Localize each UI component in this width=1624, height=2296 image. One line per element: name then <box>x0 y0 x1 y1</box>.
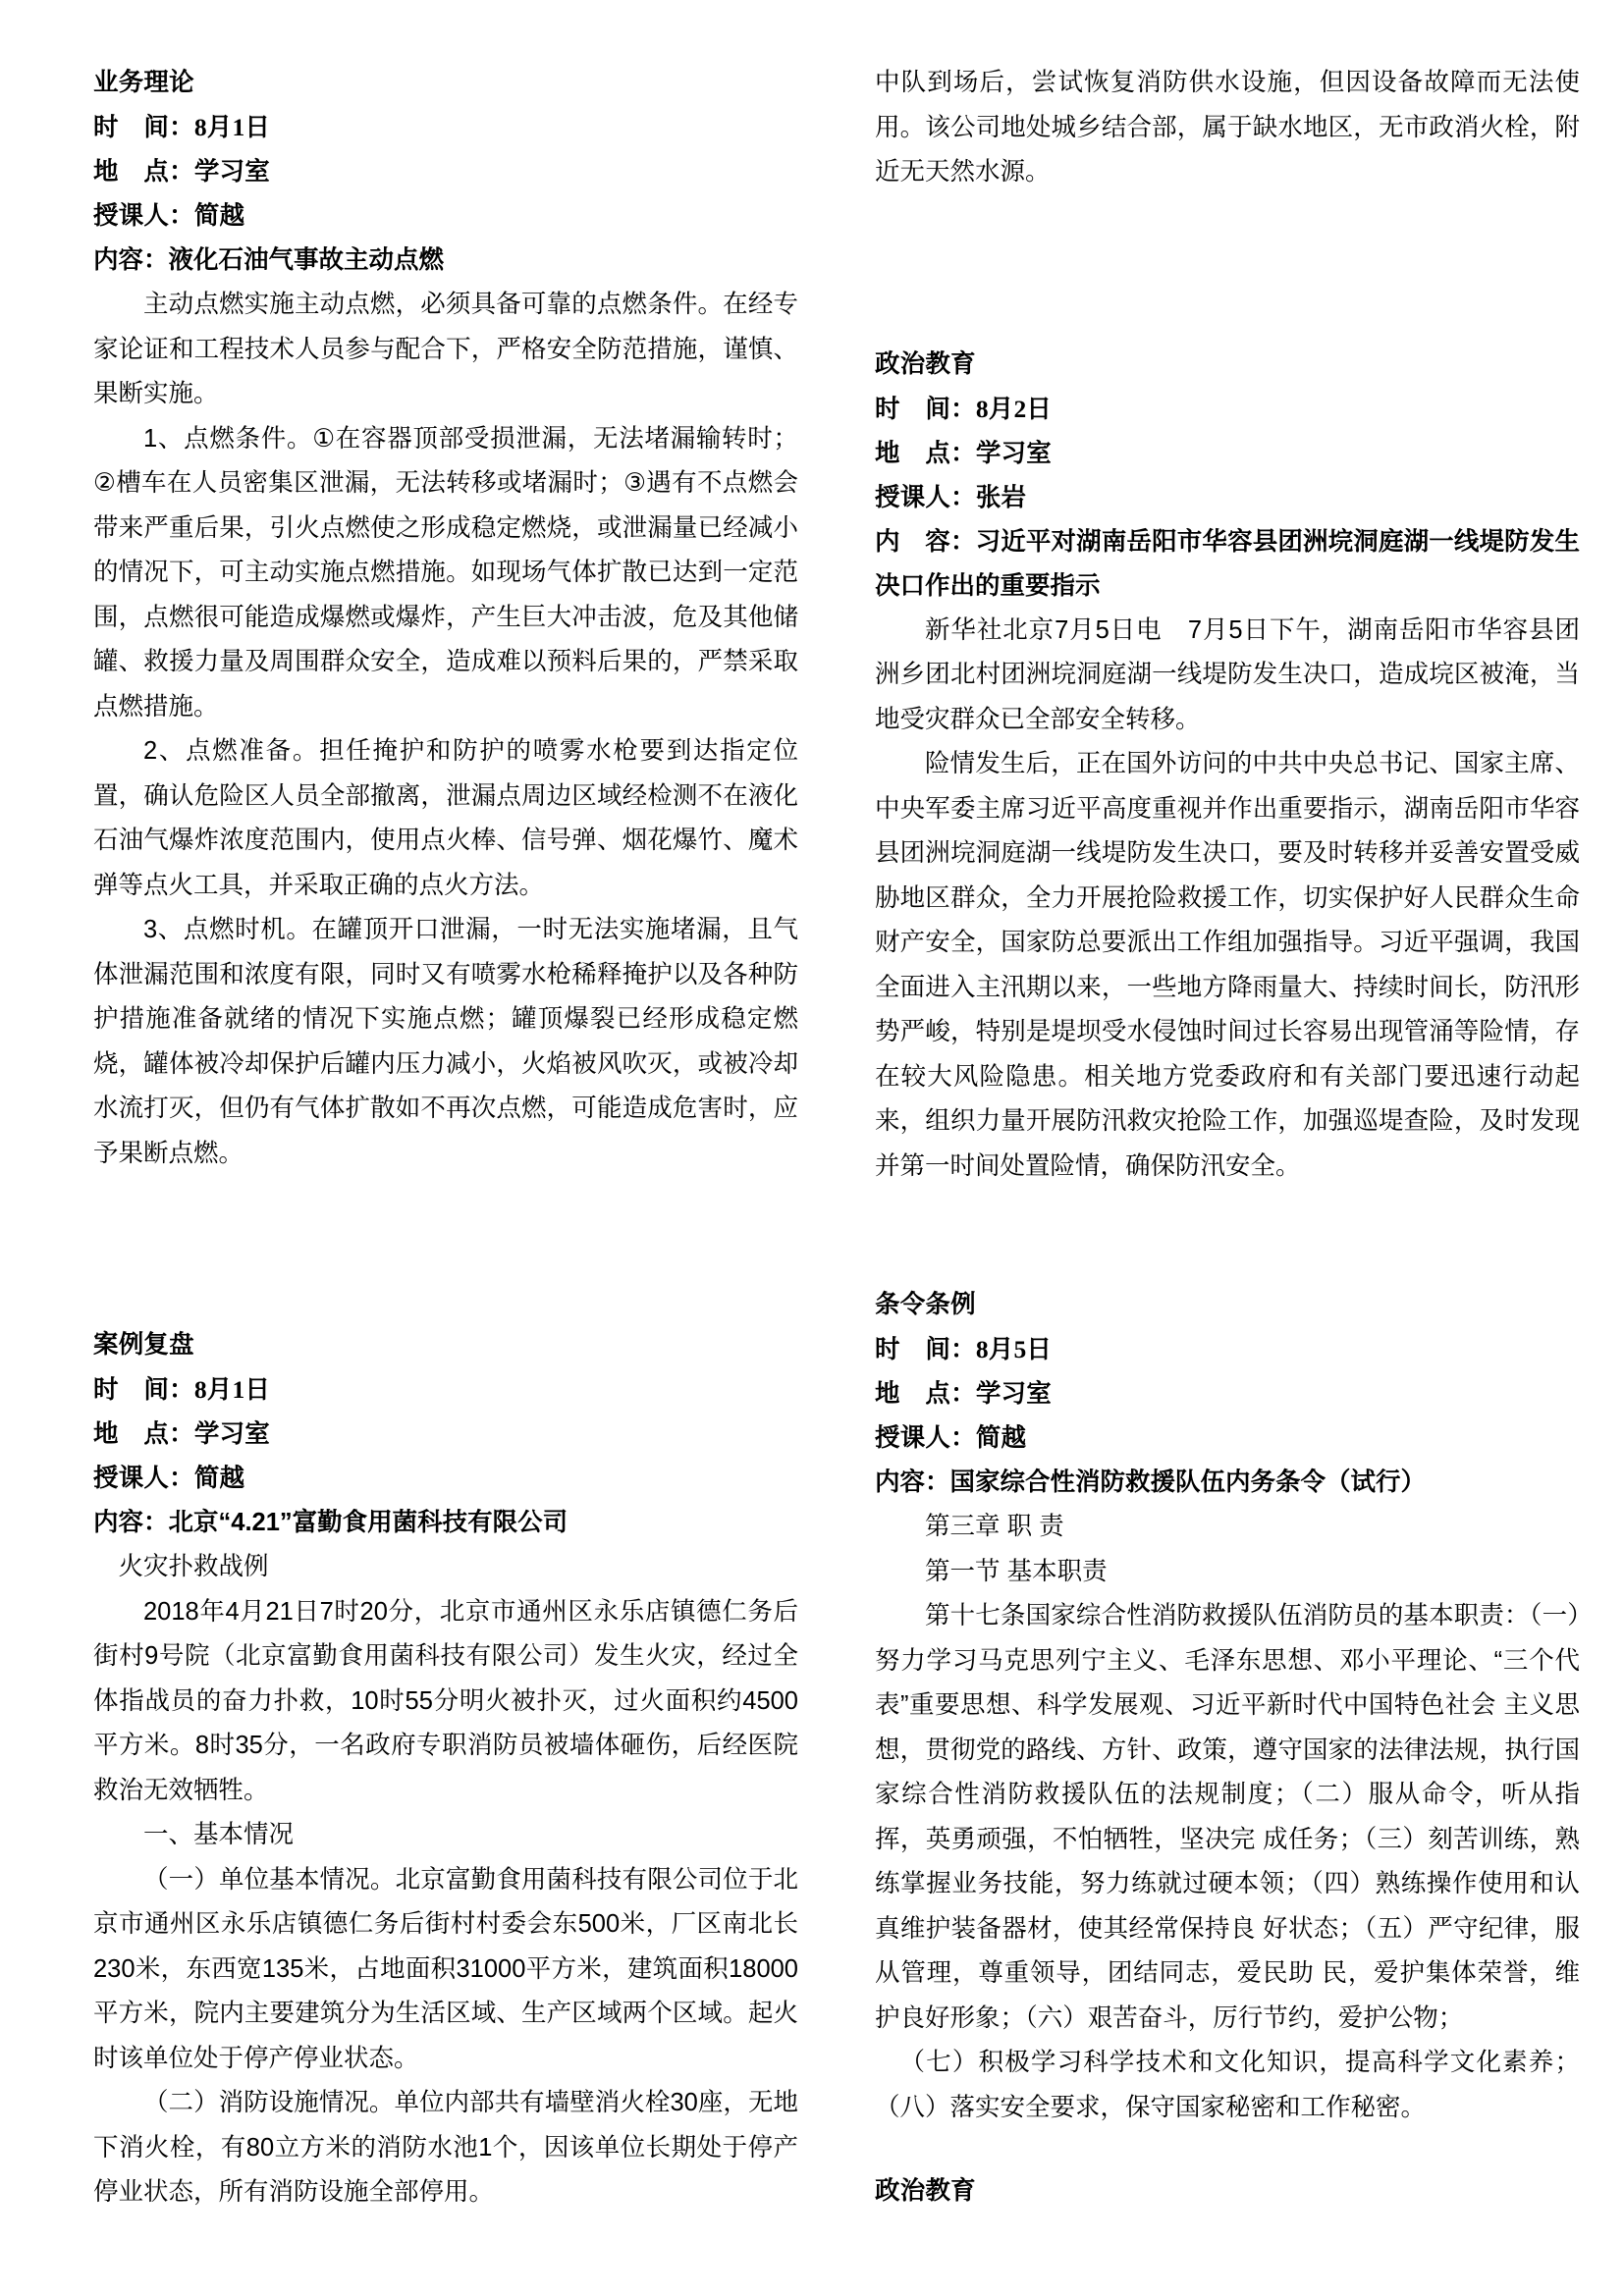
content-label: 内容： <box>93 1509 169 1536</box>
regulation-article-17-continued: （七）积极学习科学技术和文化知识，提高科学文化素养；（八）落实安全要求，保守国家秘密和工作秘密。 <box>875 2049 1580 2121</box>
content-title-case-review <box>93 1501 798 1545</box>
meta-place-value: 学习室 <box>975 439 1052 467</box>
section-business-theory <box>93 61 798 1176</box>
content-title-text: 液化石油气事故主动点燃 <box>168 246 445 274</box>
meta-place-label: 地 点： <box>93 158 194 186</box>
meta-instructor-case-review <box>93 1457 798 1501</box>
meta-instructor-value: 简越 <box>975 1424 1027 1452</box>
section-gap <box>875 195 1580 343</box>
meta-instructor-label: 授课人： <box>93 202 194 230</box>
right-column <box>875 61 1580 2214</box>
meta-instructor-label: 授课人： <box>875 1424 976 1452</box>
meta-instructor-label: 授课人： <box>93 1465 194 1492</box>
paragraph-basic-situation-heading: 一、基本情况 <box>143 1821 295 1848</box>
meta-instructor-value: 简越 <box>193 202 245 230</box>
section-gap <box>875 1189 1580 1283</box>
paragraph-instructions: 险情发生后，正在国外访问的中共中央总书记、国家主席、中央军委主席习近平高度重视并作出重要指示，湖南岳阳市华容县团洲垸洞庭湖一线堤防发生决口，要及时转移并妥善安置受威胁地区群众，全力开展抢险救援工作，切实保护好人民群众生命财产安全，国家防总要派出工作组加强指导。习近平强调，我国全面进入主汛期以来，一些地方降雨量大、持续时间长，防汛形势严峻，特别是堤坝受水侵蚀时间过长容易出现管涌等险情，存在较大风险隐患。相关地方党委政府和有关部门要迅速行动起来，组织力量开展防汛救灾抢险工作，加强巡堤查险，及时发现并第一时间处置险情，确保防汛安全。 <box>875 750 1580 1180</box>
meta-instructor-value: 简越 <box>193 1465 245 1492</box>
meta-instructor-business-theory <box>93 194 798 239</box>
meta-time-label: 时 间： <box>875 395 976 423</box>
paragraph-unit-basic-info: （一）单位基本情况。北京富勤食用菌科技有限公司位于北京市通州区永乐店镇德仁务后街村村委会东500米，厂区南北长230米，东西宽135米，占地面积31000平方米，建筑面积18000平方米，院内主要建筑分为生活区域、生产区域两个区域。起火时该单位处于停产停业状态。 <box>93 1865 798 2072</box>
regulation-article-17: 第十七条国家综合性消防救援队伍消防员的基本职责：（一）努力学习马克思列宁主义、毛泽东思想、邓小平理论、“三个代表”重要思想、科学发展观、习近平新时代中国特色社会 主义思想，贯彻党的路线、方针、政策，遵守国家的法律法规，执行国家综合性消防救援队伍的法规制度；（二）服从命令，听从指挥，英勇顽强，不怕牺牲，坚决完 成任务；（三）刻苦训练，熟练掌握业务技能，努力练就过硬本领；（四）熟练操作使用和认真维护装备器材，使其经常保持良 好状态；（五）严守纪律，服从管理，尊重领导，团结同志，爱民助 民，爱护集体荣誉，维护良好形象；（六）艰苦奋斗，厉行节约，爱护公物； <box>875 1602 1580 2032</box>
paragraph-ignition-conditions: 1、点燃条件。①在容器顶部受损泄漏，无法堵漏输转时；②槽车在人员密集区泄漏，无法转移或堵漏时；③遇有不点燃会带来严重后果，引火点燃使之形成稳定燃烧，或泄漏量已经减小的情况下，可主动实施点燃措施。如现场气体扩散已达到一定范围，点燃很可能造成爆燃或爆炸，产生巨大冲击波，危及其他储罐、救援力量及周围群众安全，造成难以预料后果的，严禁采取点燃措施。 <box>93 424 798 721</box>
meta-place-case-review <box>93 1413 798 1457</box>
section-heading-political-education: 政治教育 <box>875 349 976 378</box>
meta-place-label: 地 点： <box>93 1420 194 1448</box>
left-column <box>93 61 798 2216</box>
section-case-review <box>93 1323 798 2216</box>
paragraph-intro: 主动点燃实施主动点燃，必须具备可靠的点燃条件。在经专家论证和工程技术人员参与配合下，严格安全防范措施，谨慎、果断实施。 <box>93 291 798 407</box>
meta-instructor-political-education <box>875 476 1580 520</box>
paragraph-ignition-timing: 3、点燃时机。在罐顶开口泄漏，一时无法实施堵漏，且气体泄漏范围和浓度有限，同时又有喷雾水枪稀释掩护以及各种防护措施准备就绪的情况下实施点燃；罐顶爆裂已经形成稳定燃烧，罐体被冷却保护后罐内压力减小，火焰被风吹灭，或被冷却水流打灭，但仍有气体扩散如不再次点燃，可能造成危害时，应予果断点燃。 <box>93 916 798 1167</box>
regulation-chapter: 第三章 职 责 <box>925 1513 1064 1540</box>
meta-time-value: 8月2日 <box>975 394 1053 423</box>
content-title-business-theory <box>93 239 798 283</box>
content-title-text: 习近平对湖南岳阳市华容县团洲垸洞庭湖一线堤防发生决口作出的重要指示 <box>875 527 1580 600</box>
paragraph-xinhua-dispatch: 新华社北京7月5日电 7月5日下午，湖南岳阳市华容县团洲乡团北村团洲垸洞庭湖一线堤防发生决口，造成垸区被淹，当地受灾群众已全部安全转移。 <box>875 615 1580 733</box>
meta-place-business-theory <box>93 150 798 194</box>
meta-place-political-education <box>875 432 1580 476</box>
meta-time-value: 8月1日 <box>193 113 271 141</box>
meta-place-label: 地 点： <box>875 1380 976 1408</box>
meta-instructor-label: 授课人： <box>875 483 976 511</box>
meta-time-political-education <box>875 387 1580 432</box>
meta-place-regulations <box>875 1372 1580 1416</box>
section-heading-political-education-next: 政治教育 <box>875 2177 976 2205</box>
section-political-education <box>875 343 1580 1190</box>
meta-place-value: 学习室 <box>975 1380 1052 1408</box>
meta-time-case-review <box>93 1367 798 1413</box>
content-title-text: 国家综合性消防救援队伍内务条令（试行） <box>949 1468 1427 1496</box>
meta-time-label: 时 间： <box>93 1376 194 1404</box>
case-subtitle: 火灾扑救战例 <box>118 1553 269 1580</box>
meta-place-label: 地 点： <box>875 439 976 467</box>
section-gap <box>875 2130 1580 2169</box>
section-heading-business-theory: 业务理论 <box>93 69 194 96</box>
content-label: 内容： <box>93 246 169 274</box>
meta-instructor-regulations <box>875 1416 1580 1461</box>
section-heading-regulations: 条令条例 <box>875 1291 976 1318</box>
content-label: 内容： <box>875 1468 950 1496</box>
content-title-text: 北京“4.21”富勤食用菌科技有限公司 <box>168 1509 568 1536</box>
content-title-regulations <box>875 1461 1580 1505</box>
meta-time-label: 时 间： <box>875 1336 976 1363</box>
content-label: 内 容： <box>875 527 976 556</box>
meta-time-label: 时 间： <box>93 114 194 141</box>
two-column-layout <box>93 61 1580 2257</box>
section-gap <box>93 1176 798 1323</box>
meta-place-value: 学习室 <box>193 158 270 186</box>
meta-time-value: 8月1日 <box>193 1375 271 1404</box>
section-heading-case-review: 案例复盘 <box>93 1331 194 1359</box>
paragraph-fire-facilities: （二）消防设施情况。单位内部共有墙壁消火栓30座，无地下消火栓，有80立方米的消防水池1个，因该单位长期处于停产停业状态，所有消防设施全部停用。 <box>93 2089 798 2206</box>
regulation-section-title: 第一节 基本职责 <box>925 1557 1108 1585</box>
meta-place-value: 学习室 <box>193 1420 270 1448</box>
paragraph-water-supply-continuation: 中队到场后，尝试恢复消防供水设施，但因设备故障而无法使用。该公司地处城乡结合部，属于缺水地区，无市政消火栓，附近无天然水源。 <box>875 69 1580 186</box>
meta-time-business-theory <box>93 105 798 150</box>
meta-time-value: 8月5日 <box>975 1335 1053 1363</box>
meta-instructor-value: 张岩 <box>975 483 1027 511</box>
content-title-political-education <box>875 520 1580 609</box>
meta-time-regulations <box>875 1327 1580 1372</box>
section-regulations <box>875 1283 1580 2130</box>
paragraph-ignition-preparation: 2、点燃准备。担任掩护和防护的喷雾水枪要到达指定位置，确认危险区人员全部撤离，泄漏点周边区域经检测不在液化石油气爆炸浓度范围内，使用点火棒、信号弹、烟花爆竹、魔术弹等点火工具，并采取正确的点火方法。 <box>93 737 798 899</box>
paragraph-incident-summary: 2018年4月21日7时20分，北京市通州区永乐店镇德仁务后街村9号院（北京富勤食用菌科技有限公司）发生火灾，经过全体指战员的奋力扑救，10时55分明火被扑灭，过火面积约4500平方米。8时35分，一名政府专职消防员被墙体砸伤，后经医院救治无效牺牲。 <box>93 1597 798 1804</box>
